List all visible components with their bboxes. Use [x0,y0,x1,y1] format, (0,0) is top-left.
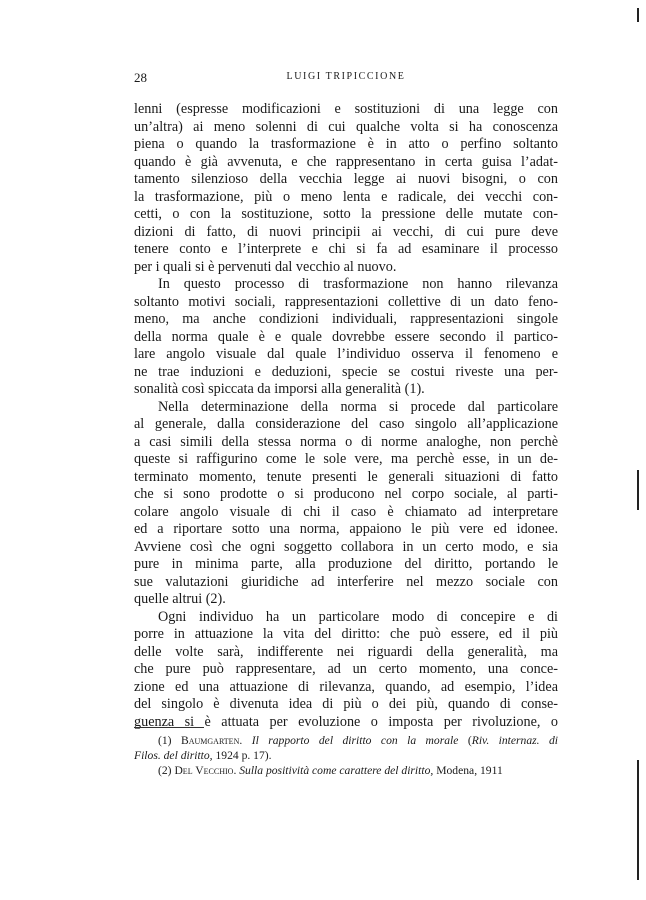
text-line: zione ed una attuazione di rilevanza, quando, ad esempio, l’idea [134,678,558,695]
text-line: guenza si è attuata per evoluzione o imposta per rivoluzione, o [134,713,558,730]
text-line: porre in attuazione la vita del diritto: che può essere, ed il più [134,626,558,642]
text-line: colare angolo visuale di chi il caso è chiamato ad interpretare [134,503,558,520]
page-number: 28 [134,70,147,85]
footnote-title: Sulla positività come carattere del diritto, [239,764,434,777]
text-line: tenere conto e l’interprete e chi si fa ad esaminare il processo [134,241,558,257]
text-line: che pure può rappresentare, ad un certo momento, una conce- [134,661,558,677]
text-line: a casi simili della stessa norma o di norme analoghe, non perchè [134,433,558,450]
footnote-author: Baumgarten [180,734,240,747]
page-edge-marks [637,0,640,900]
body-text [134,101,558,731]
paragraph-start-line: Nella determinazione della norma si procede dal particolare [158,398,558,415]
edge-mark [637,470,639,510]
footnote-author: Del Vecchio [174,764,234,777]
text-line: ne trae induzioni e deduzioni, specie se costui riveste una per- [134,363,558,380]
text-line: la trasformazione, più o meno lenta e radicale, dei vecchi con- [134,188,558,205]
text-line: Avviene così che ogni soggetto collabora in un certo modo, e sia [134,538,558,555]
text-line: della norma quale è e quale dovrebbe essere secondo il partico- [134,328,558,345]
edge-mark [637,8,639,22]
footnote-paren: ( [467,734,472,747]
footnote-marker: (1) [158,734,172,747]
text-line: terminato momento, tenute presenti le generali situazioni di fatto [134,468,558,485]
text-line: sue valutazioni giuridiche ad interferire nel mezzo sociale con [134,573,558,590]
text-line: lare angolo visuale dal quale l’individuo osserva il fenomeno e [134,346,558,362]
text-line: lenni (espresse modificazioni e sostituzioni di una legge con [134,101,558,117]
footnote-1-continued [134,748,558,763]
footnote-2: (2) Del Vecchio. Sulla positività come carattere del diritto, Modena, 1911 [158,764,503,777]
text-line: delle volte sarà, indifferente nei riguardi della generalità, ma [134,643,558,660]
text-line: sonalità così spiccata da imporsi alla generalità (1). [134,381,425,397]
text-line: meno, ma anche condizioni individuali, rappresentazioni singole [134,311,558,327]
footnote-title: Il rapporto del diritto con la morale [251,734,459,747]
footnote-1: (1) Baumgarten. Il rapporto del diritto con la morale (Riv. internaz. di [158,734,559,747]
text-line: dizioni di fatto, di nuovi principii ai vecchi, di cui pure deve [134,223,558,240]
text-line: pure in minima parte, alla produzione del diritto, portando le [134,556,558,572]
text-line: queste si raffigurino come le sole vere, ma perchè esse, in un de- [134,451,558,467]
paragraph-start-line: Ogni individuo ha un particolare modo di concepire e di [158,608,558,625]
text-line: piena o quando la trasformazione è in atto o perfino soltanto [134,136,558,152]
edge-mark [637,760,639,880]
footnote-tail: Modena, 1911 [436,764,503,777]
text-line: tamento silenzioso della vecchia legge ai nuovi bisogni, o con [134,171,558,187]
running-head: LUIGI TRIPICCIONE [286,71,406,82]
footnote-marker: (2) [158,764,172,777]
text-line: per i quali si è pervenuti dal vecchio al nuovo. [134,258,397,275]
text-line: al generale, dalla considerazione del caso singolo all’applicazione [134,416,558,432]
footnote-journal: Riv. internaz. di [471,734,559,747]
footnote-journal-cont: Filos. del diritto, [134,749,213,762]
text-line: cetti, o con la sostituzione, sotto la pressione delle mutate con- [134,206,558,222]
text-line: quelle altrui (2). [134,591,226,607]
text-line: ed a riportare sotto una norma, appaiono le più vere ed idonee. [134,521,558,537]
footnotes [134,733,558,778]
text-line: un’altra) ai meno solenni di cui qualche volta si ha conoscenza [134,118,558,135]
page-header [134,70,558,86]
text-line: soltanto motivi sociali, rappresentazioni collettive di un dato feno- [134,293,558,310]
paragraph-start-line: In questo processo di trasformazione non hanno rilevanza [158,276,558,292]
footnote-separator [134,727,204,728]
text-line: quando è già avvenuta, e che rappresentano in certa guisa l’adat- [134,153,558,170]
text-line: che si sono prodotte o si producono nel corpo sociale, al parti- [134,486,558,502]
footnote-tail: 1924 p. 17). [215,749,272,762]
text-line: del singolo è divenuta idea di più o dei più, quando di conse- [134,696,558,712]
